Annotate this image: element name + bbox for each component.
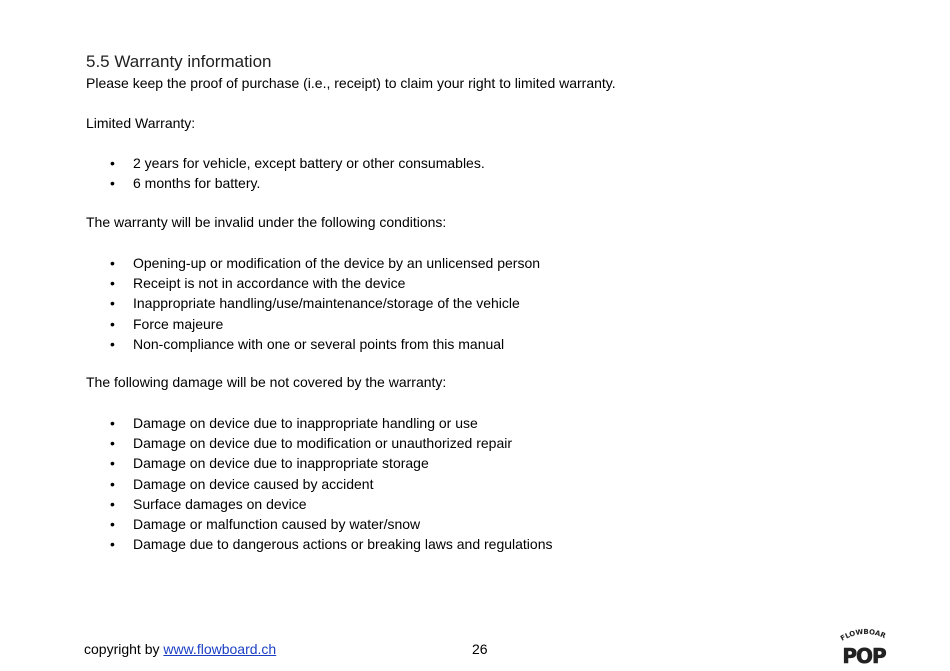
not-covered-list	[110, 413, 553, 554]
not-covered-label: The following damage will be not covered by the warranty:	[86, 374, 447, 390]
list-item: • Damage on device due to inappropriate storage	[110, 453, 553, 473]
logo-graphic	[836, 628, 892, 666]
bullet-icon: •	[110, 475, 115, 492]
bullet-icon: •	[110, 515, 115, 532]
bullet-icon: •	[110, 155, 115, 171]
list-item: • Damage due to dangerous actions or breaking laws and regulations	[110, 534, 553, 554]
bullet-icon: •	[110, 435, 115, 452]
list-item: • Damage on device caused by accident	[110, 474, 553, 494]
limited-warranty-list	[110, 153, 485, 193]
svg-text:POP: POP	[842, 644, 886, 666]
section-heading: 5.5 Warranty information	[86, 52, 272, 71]
bullet-icon: •	[110, 536, 115, 553]
bullet-icon: •	[110, 255, 115, 271]
list-item: • Force majeure	[110, 314, 540, 334]
list-item: • Non-compliance with one or several points from this manual	[110, 334, 540, 354]
list-item: • Surface damages on device	[110, 494, 553, 514]
invalid-conditions-list	[110, 253, 540, 354]
svg-text:FLOWBOARD: FLOWBOAR	[839, 628, 887, 643]
list-item: • Receipt is not in accordance with the device	[110, 273, 540, 293]
list-item: • Damage or malfunction caused by water/snow	[110, 514, 553, 534]
list-item: • Damage on device due to inappropriate handling or use	[110, 413, 553, 433]
list-item: • Opening-up or modification of the device by an unlicensed person	[110, 253, 540, 273]
copyright-text: copyright by	[84, 641, 160, 657]
bullet-icon: •	[110, 295, 115, 312]
footer-copyright	[84, 641, 276, 657]
bullet-icon: •	[110, 455, 115, 472]
bullet-icon: •	[110, 335, 115, 352]
list-item: • Inappropriate handling/use/maintenance/storage of the vehicle	[110, 293, 540, 313]
list-item: • 2 years for vehicle, except battery or other consumables.	[110, 153, 485, 173]
bullet-icon: •	[110, 495, 115, 512]
invalid-conditions-label: The warranty will be invalid under the following conditions:	[86, 214, 447, 230]
page-number: 26	[472, 641, 488, 657]
list-item: • Damage on device due to modification or unauthorized repair	[110, 433, 553, 453]
website-link[interactable]: www.flowboard.ch	[163, 641, 277, 657]
bullet-icon: •	[110, 275, 115, 292]
bullet-icon: •	[110, 415, 115, 431]
flowboard-pop-logo	[836, 628, 892, 666]
bullet-icon: •	[110, 175, 115, 192]
intro-paragraph: Please keep the proof of purchase (i.e., receipt) to claim your right to limited warranty.	[86, 75, 616, 91]
list-item: • 6 months for battery.	[110, 173, 485, 193]
limited-warranty-label: Limited Warranty:	[86, 115, 196, 131]
bullet-icon: •	[110, 315, 115, 332]
